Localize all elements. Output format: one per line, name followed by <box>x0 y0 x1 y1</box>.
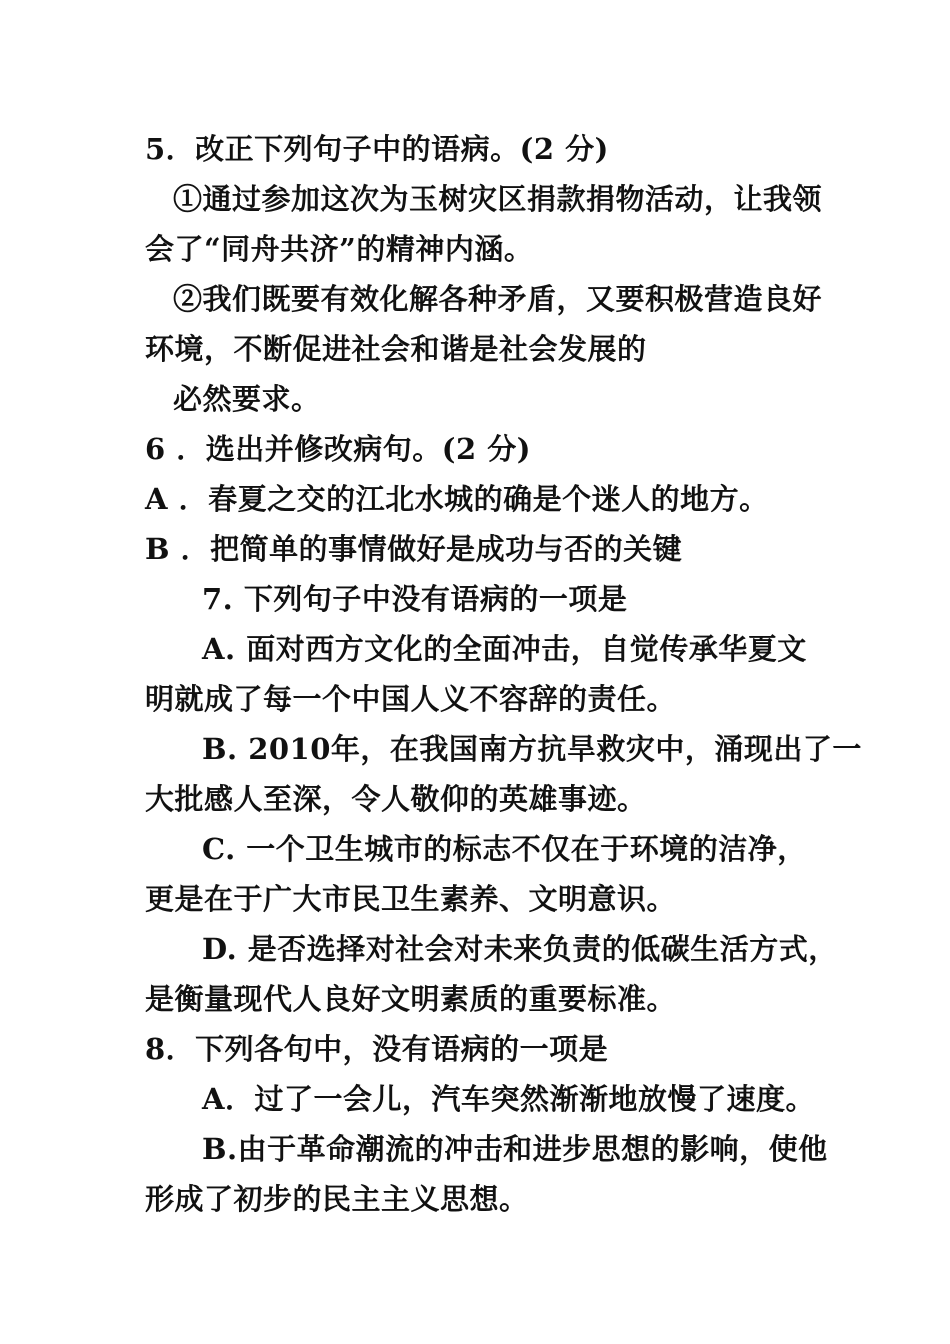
q8-title: 8．下列各句中，没有语病的一项是 <box>145 1032 609 1066</box>
q5-sentence-1: ①通过参加这次为玉树灾区捐款捐物活动，让我领 <box>173 182 823 216</box>
q7-option-b-cont: 大批感人至深，令人敬仰的英雄事迹。 <box>145 782 647 816</box>
q5-sentence-2-cont: 环境，不断促进社会和谐是社会发展的 <box>145 332 647 366</box>
q7-option-a-cont: 明就成了每一个中国人义不容辞的责任。 <box>145 682 677 716</box>
q8-option-b-cont: 形成了初步的民主主义思想。 <box>145 1182 529 1216</box>
q5-sentence-2: ②我们既要有效化解各种矛盾，又要积极营造良好 <box>173 282 823 316</box>
q6-option-b: B ．把简单的事情做好是成功与否的关键 <box>145 532 683 566</box>
q7-option-a: A. 面对西方文化的全面冲击，自觉传承华夏文 <box>202 632 807 666</box>
q7-option-d-cont: 是衡量现代人良好文明素质的重要标准。 <box>145 982 677 1016</box>
q7-option-c-cont: 更是在于广大市民卫生素养、文明意识。 <box>145 882 677 916</box>
q7-title: 7. 下列句子中没有语病的一项是 <box>202 582 628 616</box>
q8-option-b: B.由于革命潮流的冲击和进步思想的影响，使他 <box>202 1132 828 1166</box>
q7-option-c: C. 一个卫生城市的标志不仅在于环境的洁净， <box>202 832 807 866</box>
q5-title: 5．改正下列句子中的语病。(2 分) <box>145 132 609 166</box>
q6-option-a: A ．春夏之交的江北水城的确是个迷人的地方。 <box>145 482 769 516</box>
q8-option-a: A．过了一会儿，汽车突然渐渐地放慢了速度。 <box>202 1082 816 1116</box>
q5-sentence-1-cont: 会了“同舟共济”的精神内涵。 <box>145 232 534 266</box>
q6-title: 6 ．选出并修改病句。(2 分) <box>145 432 531 466</box>
q7-option-d: D. 是否选择对社会对未来负责的低碳生活方式， <box>202 932 838 966</box>
q7-option-b: B. 2010年，在我国南方抗旱救灾中，涌现出了一 <box>202 732 862 766</box>
q5-sentence-2-end: 必然要求。 <box>173 382 321 416</box>
